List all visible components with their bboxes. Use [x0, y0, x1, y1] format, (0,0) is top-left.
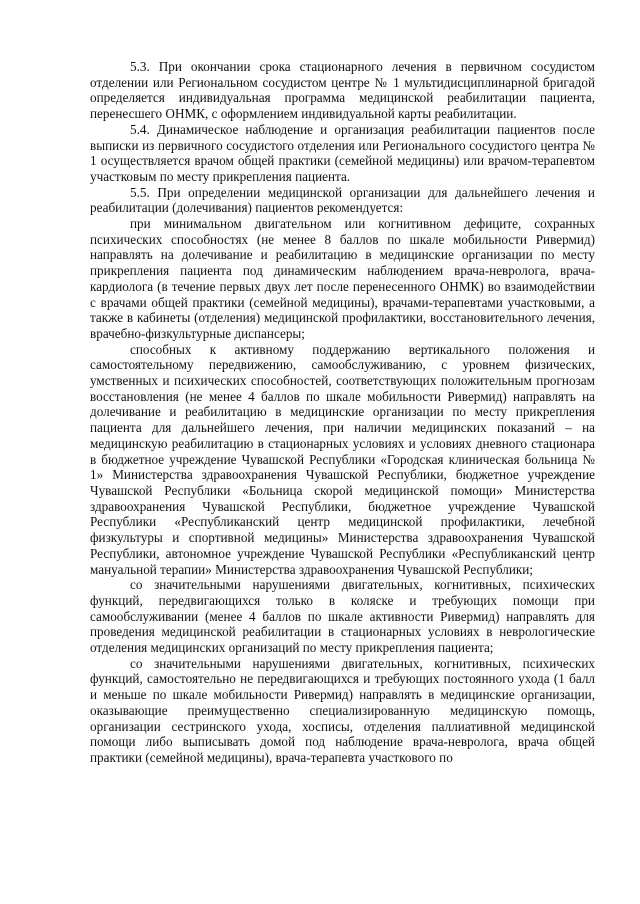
paragraph-wheelchair: со значительными нарушениями двигательных, когнитивных, психических функций, передвигающихся только в коляске и требующих помощи при самообслуживании (менее 4 баллов по шкале активности Ривермид) направлять для проведения медицинской реабилитации в стационарных условиях в неврологические отделения медицинских организаций по месту прикрепления пациента;	[90, 577, 595, 656]
paragraph-constant-care: со значительными нарушениями двигательных, когнитивных, психических функций, самостоятельно не передвигающихся и требующих постоянного ухода (1 балл и меньше по шкале мобильности Ривермид) направлять в медицинские организации, оказывающие преимущественно специализированную медицинскую помощь, организации сестринского ухода, хосписы, отделения паллиативной медицинской помощи либо выписывать домой под наблюдение врача-невролога, врача общей практики (семейной медицины), врача-терапевта участкового по	[90, 655, 595, 765]
paragraph-minimal-deficit: при минимальном двигательном или когнитивном дефиците, сохранных психических способностях (не менее 8 баллов по шкале мобильности Ривермид) направлять на долечивание и реабилитацию в медицинские организации по месту прикрепления пациента под динамическим наблюдением врача-невролога, врача-кардиолога (в течение первых двух лет после перенесенного ОНМК) во взаимодействии с врачами общей практики (семейной медицины), врачами-терапевтами участковыми, а также в кабинеты (отделения) медицинской профилактики, восстановительного лечения, врачебно-физкультурные диспансеры;	[90, 216, 595, 341]
paragraph-5-5: 5.5. При определении медицинской организации для дальнейшего лечения и реабилитации (долечивания) пациентов рекомендуется:	[90, 184, 595, 216]
paragraph-5-3: 5.3. При окончании срока стационарного лечения в первичном сосудистом отделении или Региональном сосудистом центре № 1 мультидисциплинарной бригадой определяется индивидуальная программа медицинской реабилитации пациента, перенесшего ОНМК, с оформлением индивидуальной карты реабилитации.	[90, 59, 595, 122]
paragraph-5-4: 5.4. Динамическое наблюдение и организация реабилитации пациентов после выписки из первичного сосудистого отделения или Регионального сосудистого центра № 1 осуществляется врачом общей практики (семейной медицины) или врачом-терапевтом участковым по месту прикрепления пациента.	[90, 121, 595, 184]
paragraph-active-support: способных к активному поддержанию вертикального положения и самостоятельному передвижению, самообслуживанию, с уровнем физических, умственных и психических способностей, соответствующих положительным прогнозам восстановления (не менее 4 баллов по шкале мобильности Ривермид) направлять на долечивание и реабилитацию в медицинские организации по месту прикрепления пациента для дальнейшего лечения, при наличии медицинских показаний – на медицинскую реабилитацию в стационарных условиях и условиях дневного стационара в бюджетное учреждение Чувашской Республики «Городская клиническая больница № 1» Министерства здравоохранения Чувашской Республики, бюджетное учреждение Чувашской Республики «Больница скорой медицинской помощи» Министерства здравоохранения Чувашской Республики, бюджетное учреждение Чувашской Республики «Республиканский центр медицинской профилактики, лечебной физкультуры и спортивной медицины» Министерства здравоохранения Чувашской Республики, автономное учреждение Чувашской Республики «Республиканский центр мануальной терапии» Министерства здравоохранения Чувашской Республики;	[90, 341, 595, 577]
